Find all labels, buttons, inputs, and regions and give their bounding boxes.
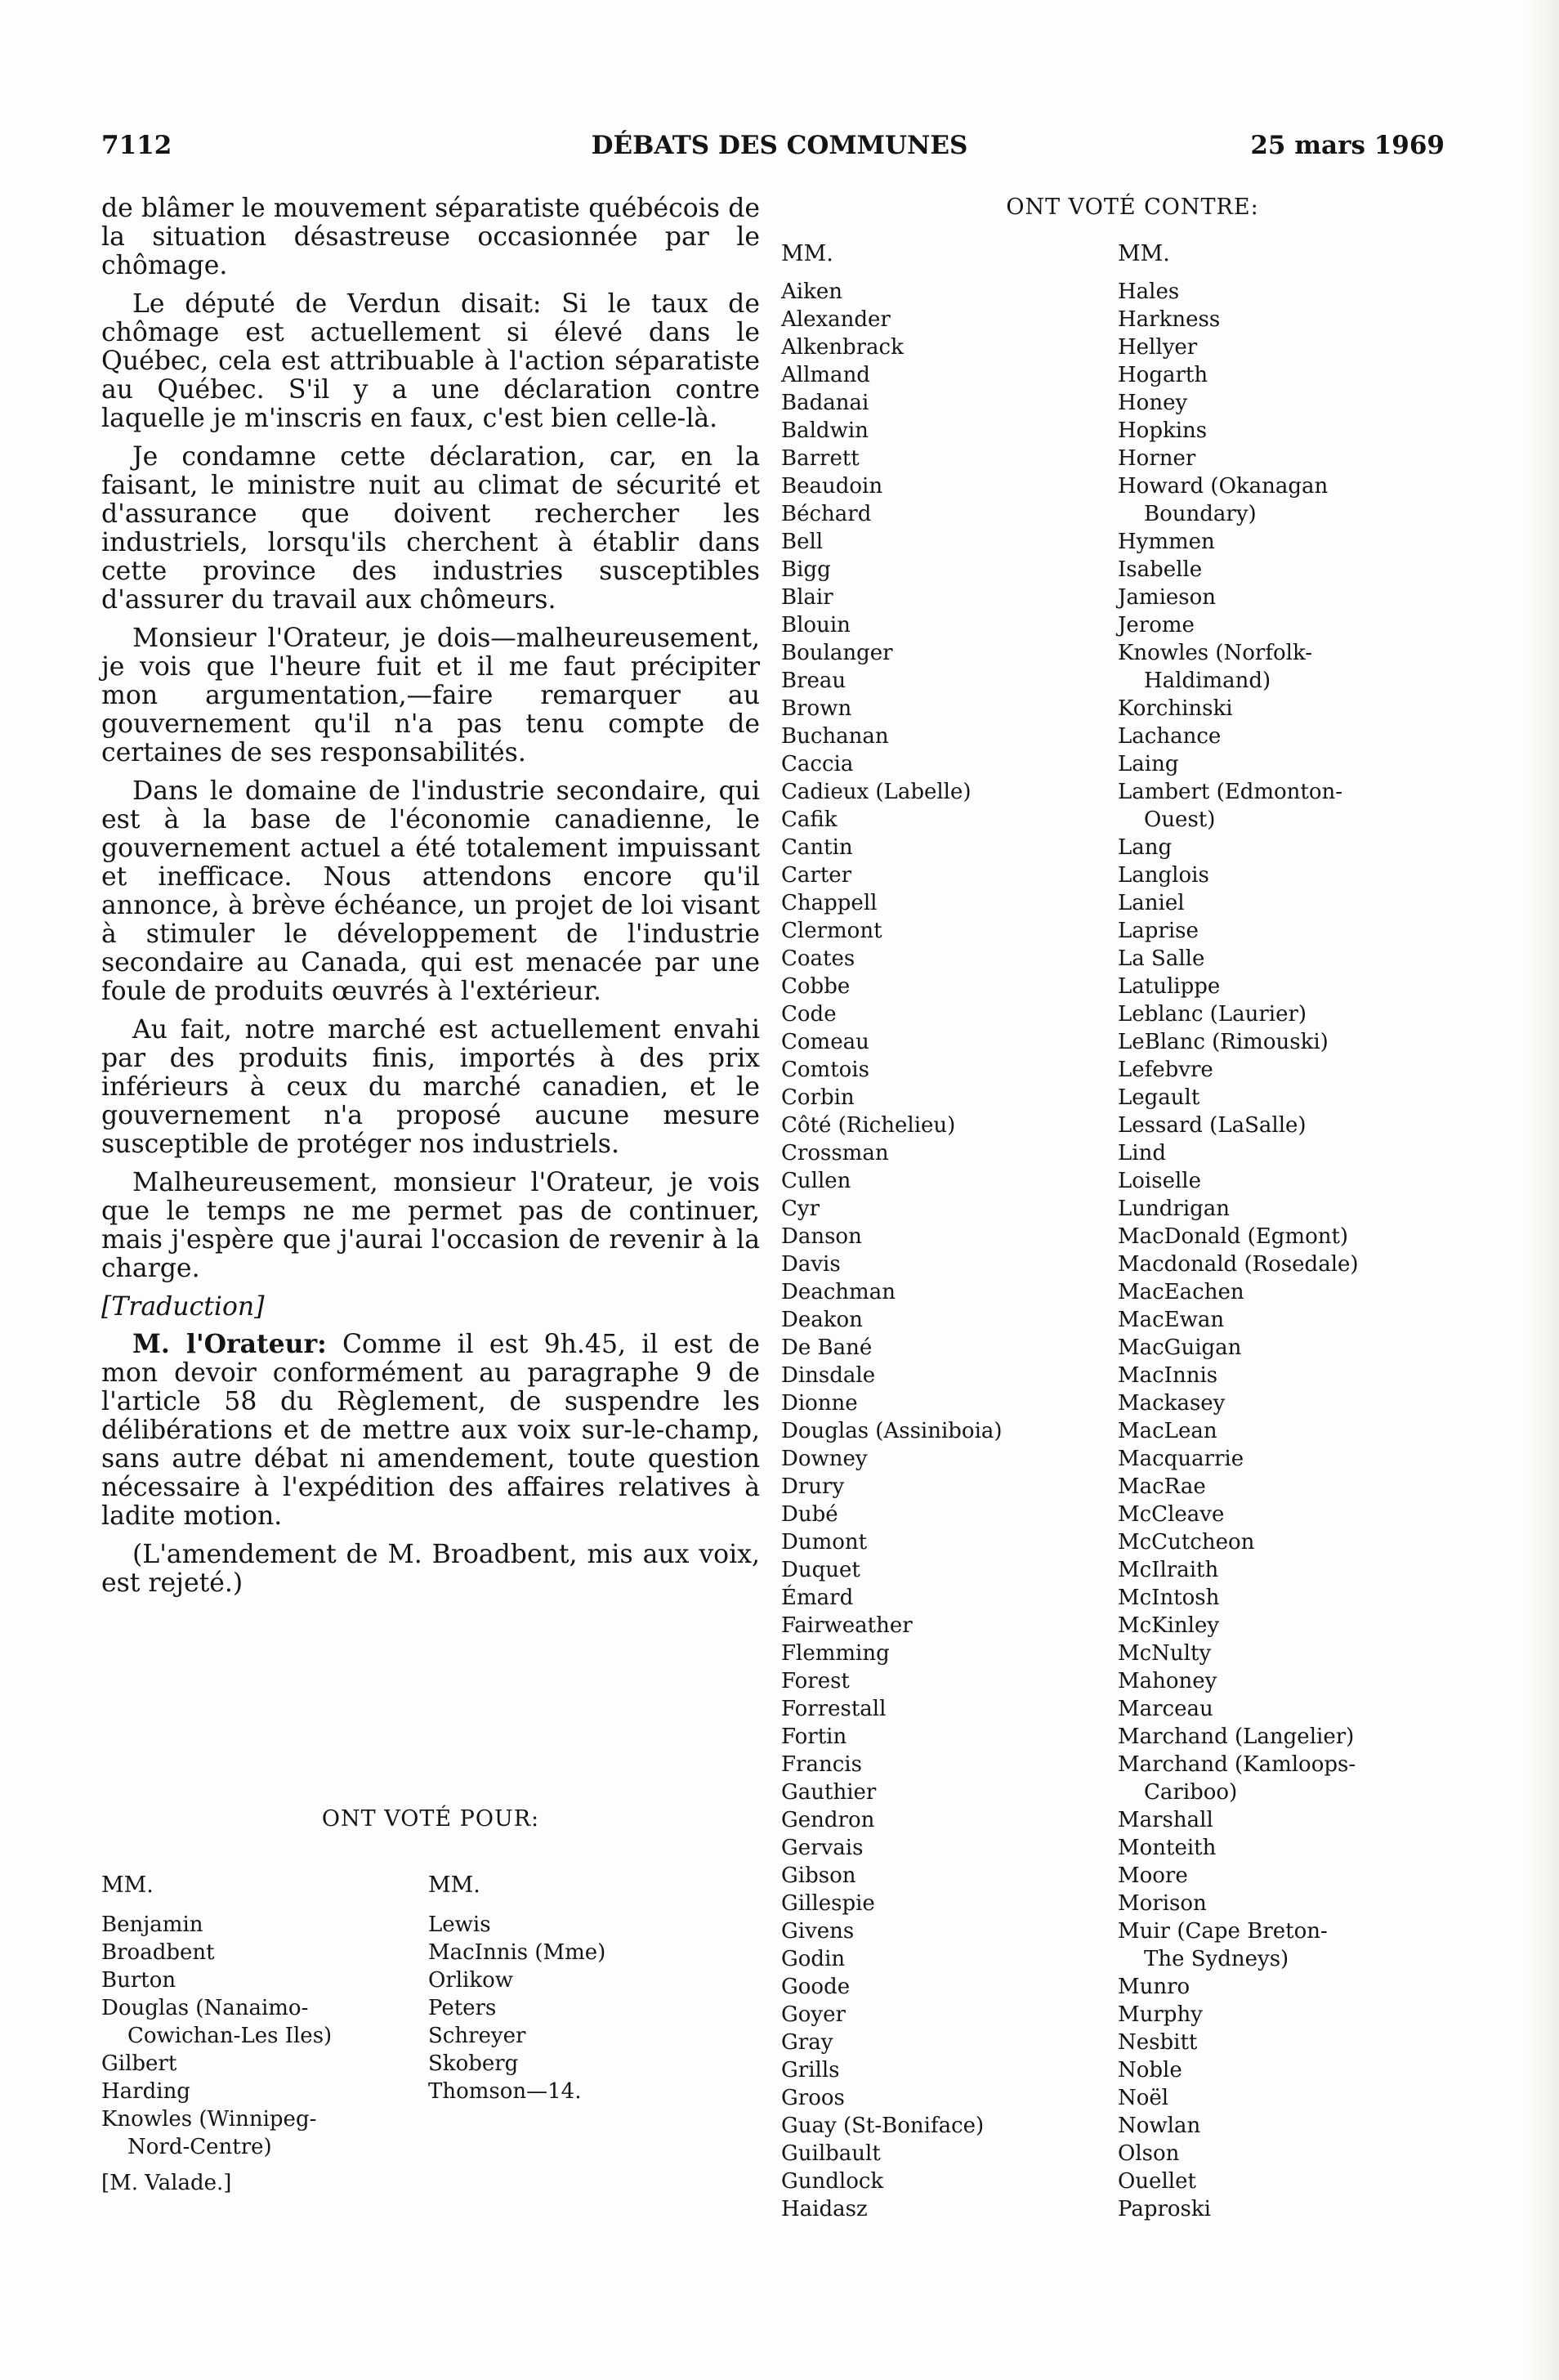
member-name: Horner: [1118, 446, 1196, 471]
member-name: Macquarrie: [1118, 1447, 1244, 1471]
member-name: Badanai: [781, 391, 869, 415]
member-name: Cowichan-Les Iles): [127, 2024, 333, 2048]
speaker-text: Comme il est 9h.45, il est de mon devoir conformément au paragraphe 9 de l'article 58 du Règlement, de suspendre les délibérations et de mettre aux voix sur-le-champ, sans autre débat ni amendement, toute question nécessaire à l'expédition des affaires relatives à ladite motion.: [101, 1330, 761, 1531]
member-name: Comeau: [781, 1030, 869, 1054]
vote-for-heading: ONT VOTÉ POUR:: [321, 1806, 540, 1832]
paragraph: Malheureusement, monsieur l'Orateur, je vois que le temps ne me permet pas de continuer, mais j'espère que j'aurai l'occasion de revenir à la charge.: [101, 1168, 760, 1283]
member-name: Haidasz: [781, 2197, 868, 2221]
member-name: Munro: [1118, 1975, 1190, 1999]
member-name: Douglas (Assiniboia): [781, 1419, 1003, 1443]
mm-label: MM.: [1118, 241, 1170, 266]
member-name: Laing: [1118, 752, 1179, 776]
member-name: Lewis: [428, 1912, 491, 1937]
member-name: MacEwan: [1118, 1308, 1225, 1332]
member-name: Chappell: [781, 891, 878, 915]
page-fold-shadow: [1526, 0, 1559, 2380]
member-name: Lambert (Edmonton-: [1118, 780, 1343, 804]
member-name: Gundlock: [781, 2169, 884, 2194]
member-name: Knowles (Winnipeg-: [101, 2107, 317, 2132]
member-name: Paproski: [1118, 2197, 1211, 2221]
paragraph: de blâmer le mouvement séparatiste québécois de la situation désastreuse occasionnée par le chômage.: [101, 194, 760, 280]
vote-for-section: [101, 1806, 760, 2195]
member-name: Howard (Okanagan: [1118, 474, 1329, 499]
member-name: Nowlan: [1118, 2114, 1201, 2138]
member-name: Côté (Richelieu): [781, 1113, 956, 1138]
member-name: La Salle: [1118, 946, 1205, 971]
member-name: Noble: [1118, 2058, 1182, 2082]
vote-for-names-col1: [101, 1911, 428, 2161]
member-name: Langlois: [1118, 863, 1209, 888]
member-name: Haldimand): [1144, 669, 1271, 693]
member-name: Isabelle: [1118, 557, 1203, 582]
member-name: Orlikow: [428, 1968, 514, 1993]
translation-marker: [Traduction]: [101, 1292, 265, 1322]
member-name: Hopkins: [1118, 418, 1208, 443]
vote-against-names-col2: [1118, 278, 1477, 2223]
member-name: Marceau: [1118, 1697, 1213, 1721]
member-name: Morison: [1118, 1891, 1207, 1916]
member-name: Peters: [428, 1996, 497, 2020]
member-name: Code: [781, 1002, 837, 1027]
member-name: McCleave: [1118, 1502, 1225, 1527]
vote-for-names-col2: [428, 1911, 739, 2105]
member-name: MacInnis: [1118, 1363, 1218, 1388]
debate-text-column: [101, 195, 760, 1608]
member-name: Clermont: [781, 919, 882, 943]
page-date: 25 mars 1969: [1250, 131, 1445, 160]
member-name: Skoberg: [428, 2051, 519, 2076]
mm-label: MM.: [428, 1872, 480, 1898]
vote-against-names-col1: [781, 278, 1118, 2223]
member-name: Gervais: [781, 1836, 864, 1860]
member-name: Legault: [1118, 1085, 1200, 1110]
member-name: Bigg: [781, 557, 831, 582]
member-name: Allmand: [781, 363, 870, 387]
member-name: Benjamin: [101, 1912, 203, 1937]
member-name: Hales: [1118, 280, 1180, 304]
member-name: Schreyer: [428, 2024, 526, 2048]
member-name: Brown: [781, 696, 852, 721]
member-name: Thomson—14.: [428, 2079, 582, 2104]
member-name: Forrestall: [781, 1697, 887, 1721]
member-name: Guay (St-Boniface): [781, 2114, 985, 2138]
member-name: Gibson: [781, 1863, 856, 1888]
member-name: Leblanc (Laurier): [1118, 1002, 1307, 1027]
member-name: The Sydneys): [1144, 1947, 1289, 1971]
member-name: Fortin: [781, 1725, 847, 1749]
member-name: Hymmen: [1118, 530, 1215, 554]
member-name: McCutcheon: [1118, 1530, 1255, 1555]
member-name: Nesbitt: [1118, 2030, 1198, 2055]
member-name: Danson: [781, 1224, 862, 1249]
member-name: Francis: [781, 1752, 862, 1777]
member-name: Gauthier: [781, 1780, 877, 1805]
member-name: Guilbault: [781, 2141, 881, 2166]
member-name: Deachman: [781, 1280, 896, 1304]
member-name: Jamieson: [1118, 585, 1217, 610]
member-name: Marshall: [1118, 1808, 1213, 1832]
member-name: Honey: [1118, 391, 1188, 415]
member-name: Lind: [1118, 1141, 1166, 1165]
member-name: Monteith: [1118, 1836, 1217, 1860]
page-header: [0, 131, 1559, 167]
member-name: Broadbent: [101, 1940, 215, 1965]
member-name: Marchand (Langelier): [1118, 1725, 1355, 1749]
member-name: De Bané: [781, 1335, 873, 1360]
member-name: Carter: [781, 863, 852, 888]
member-name: Blouin: [781, 613, 851, 638]
member-name: Ouest): [1144, 808, 1216, 832]
member-name: Douglas (Nanaimo-: [101, 1996, 309, 2020]
speaker-paragraph: [101, 1330, 760, 1531]
paragraph: Le député de Verdun disait: Si le taux de chômage est actuellement si élevé dans le Québec, cela est attribuable à l'action séparatiste au Québec. S'il y a une déclaration contre laquelle je m'inscris en faux, c'est bien celle-là.: [101, 289, 760, 433]
member-name: Aiken: [781, 280, 842, 304]
member-name: Dumont: [781, 1530, 868, 1555]
member-name: Laprise: [1118, 919, 1199, 943]
member-name: MacDonald (Egmont): [1118, 1224, 1349, 1249]
member-name: Korchinski: [1118, 696, 1233, 721]
member-name: Dubé: [781, 1502, 838, 1527]
member-name: Groos: [781, 2086, 845, 2110]
member-name: MacEachen: [1118, 1280, 1244, 1304]
member-name: Knowles (Norfolk-: [1118, 641, 1313, 665]
member-name: Fairweather: [781, 1613, 913, 1638]
member-name: MacRae: [1118, 1474, 1206, 1499]
member-name: Givens: [781, 1919, 855, 1944]
member-name: Gilbert: [101, 2051, 177, 2076]
vote-result: (L'amendement de M. Broadbent, mis aux voix, est rejeté.): [101, 1540, 760, 1598]
member-name: Lessard (LaSalle): [1118, 1113, 1307, 1138]
member-name: Loiselle: [1118, 1169, 1201, 1193]
member-name: Drury: [781, 1474, 845, 1499]
member-name: Forest: [781, 1669, 850, 1693]
member-name: Marchand (Kamloops-: [1118, 1752, 1356, 1777]
paragraph: Je condamne cette déclaration, car, en la faisant, le ministre nuit au climat de sécurité et d'assurance que doivent rechercher les industriels, lorsqu'ils cherchent à établir dans cette province des industries susceptibles d'assurer du travail aux chômeurs.: [101, 442, 760, 615]
member-name: Cullen: [781, 1169, 851, 1193]
member-name: Downey: [781, 1447, 868, 1471]
member-name: Mackasey: [1118, 1391, 1226, 1416]
member-name: McNulty: [1118, 1641, 1212, 1666]
paragraph: Au fait, notre marché est actuellement envahi par des produits finis, importés à des prix inférieurs à ceux du marché canadien, et le gouvernement n'a proposé aucune mesure susceptible de protéger nos industriels.: [101, 1015, 760, 1159]
member-name: Alkenbrack: [781, 335, 904, 360]
member-name: Goode: [781, 1975, 851, 1999]
member-name: Comtois: [781, 1058, 869, 1082]
vote-against-heading: ONT VOTÉ CONTRE:: [1006, 195, 1259, 220]
speaker-label: M. l'Orateur:: [132, 1329, 327, 1359]
member-name: Boulanger: [781, 641, 893, 665]
vote-against-section: [781, 195, 1484, 2223]
member-name: Gillespie: [781, 1891, 875, 1916]
member-name: Laniel: [1118, 891, 1185, 915]
member-name: Goyer: [781, 2002, 846, 2027]
member-name: Moore: [1118, 1863, 1188, 1888]
member-name: Gray: [781, 2030, 833, 2055]
member-name: Coates: [781, 946, 855, 971]
member-name: Olson: [1118, 2141, 1180, 2166]
member-name: Boundary): [1144, 502, 1257, 526]
member-name: Ouellet: [1118, 2169, 1196, 2194]
member-name: Hogarth: [1118, 363, 1208, 387]
member-name: Noël: [1118, 2086, 1169, 2110]
member-name: Lundrigan: [1118, 1197, 1231, 1221]
member-name: Baldwin: [781, 418, 869, 443]
member-name: McKinley: [1118, 1613, 1220, 1638]
member-name: Hellyer: [1118, 335, 1198, 360]
paragraph: Monsieur l'Orateur, je dois—malheureusement, je vois que l'heure fuit et il me faut précipiter mon argumentation,—faire remarquer au gouvernement qu'il n'a pas tenu compte de certaines de ses responsabilités.: [101, 624, 760, 767]
member-name: Muir (Cape Breton-: [1118, 1919, 1328, 1944]
footer-note: [M. Valade.]: [101, 2171, 232, 2195]
member-name: MacGuigan: [1118, 1335, 1242, 1360]
member-name: Crossman: [781, 1141, 889, 1165]
member-name: Lefebvre: [1118, 1058, 1213, 1082]
member-name: MacInnis (Mme): [428, 1940, 606, 1965]
member-name: Blair: [781, 585, 833, 610]
member-name: Beaudoin: [781, 474, 883, 499]
member-name: Cariboo): [1144, 1780, 1238, 1805]
member-name: Lachance: [1118, 724, 1222, 749]
member-name: Cafik: [781, 808, 838, 832]
member-name: Caccia: [781, 752, 854, 776]
page-title: DÉBATS DES COMMUNES: [591, 131, 968, 160]
member-name: Gendron: [781, 1808, 875, 1832]
member-name: Jerome: [1118, 613, 1195, 638]
page-number: 7112: [101, 131, 172, 160]
member-name: MacLean: [1118, 1419, 1217, 1443]
mm-label: MM.: [781, 241, 833, 266]
member-name: Cantin: [781, 835, 853, 860]
member-name: Flemming: [781, 1641, 890, 1666]
member-name: Harding: [101, 2079, 190, 2104]
member-name: Béchard: [781, 502, 872, 526]
mm-label: MM.: [101, 1872, 154, 1898]
member-name: Corbin: [781, 1085, 855, 1110]
member-name: Dionne: [781, 1391, 858, 1416]
member-name: Dinsdale: [781, 1363, 876, 1388]
member-name: Nord-Centre): [127, 2135, 272, 2159]
member-name: Barrett: [781, 446, 860, 471]
member-name: Cadieux (Labelle): [781, 780, 972, 804]
member-name: Davis: [781, 1252, 841, 1277]
member-name: Macdonald (Rosedale): [1118, 1252, 1359, 1277]
member-name: Mahoney: [1118, 1669, 1217, 1693]
member-name: Grills: [781, 2058, 840, 2082]
member-name: Buchanan: [781, 724, 889, 749]
member-name: Cobbe: [781, 974, 851, 999]
paragraph: Dans le domaine de l'industrie secondaire, qui est à la base de l'économie canadienne, le gouvernement actuel a été totalement impuissant et inefficace. Nous attendons encore qu'il annonce, à brève échéance, un projet de loi visant à stimuler le développement de l'industrie secondaire au Canada, qui est menacée par une foule de produits œuvrés à l'extérieur.: [101, 776, 760, 1006]
member-name: Cyr: [781, 1197, 820, 1221]
member-name: Burton: [101, 1968, 176, 1993]
member-name: Breau: [781, 669, 847, 693]
member-name: Harkness: [1118, 307, 1221, 332]
member-name: Godin: [781, 1947, 846, 1971]
member-name: McIlraith: [1118, 1558, 1219, 1582]
member-name: LeBlanc (Rimouski): [1118, 1030, 1329, 1054]
member-name: Lang: [1118, 835, 1173, 860]
member-name: Duquet: [781, 1558, 860, 1582]
member-name: Bell: [781, 530, 824, 554]
member-name: Émard: [781, 1586, 854, 1610]
member-name: Deakon: [781, 1308, 863, 1332]
member-name: McIntosh: [1118, 1586, 1220, 1610]
member-name: Murphy: [1118, 2002, 1203, 2027]
member-name: Alexander: [781, 307, 891, 332]
member-name: Latulippe: [1118, 974, 1221, 999]
